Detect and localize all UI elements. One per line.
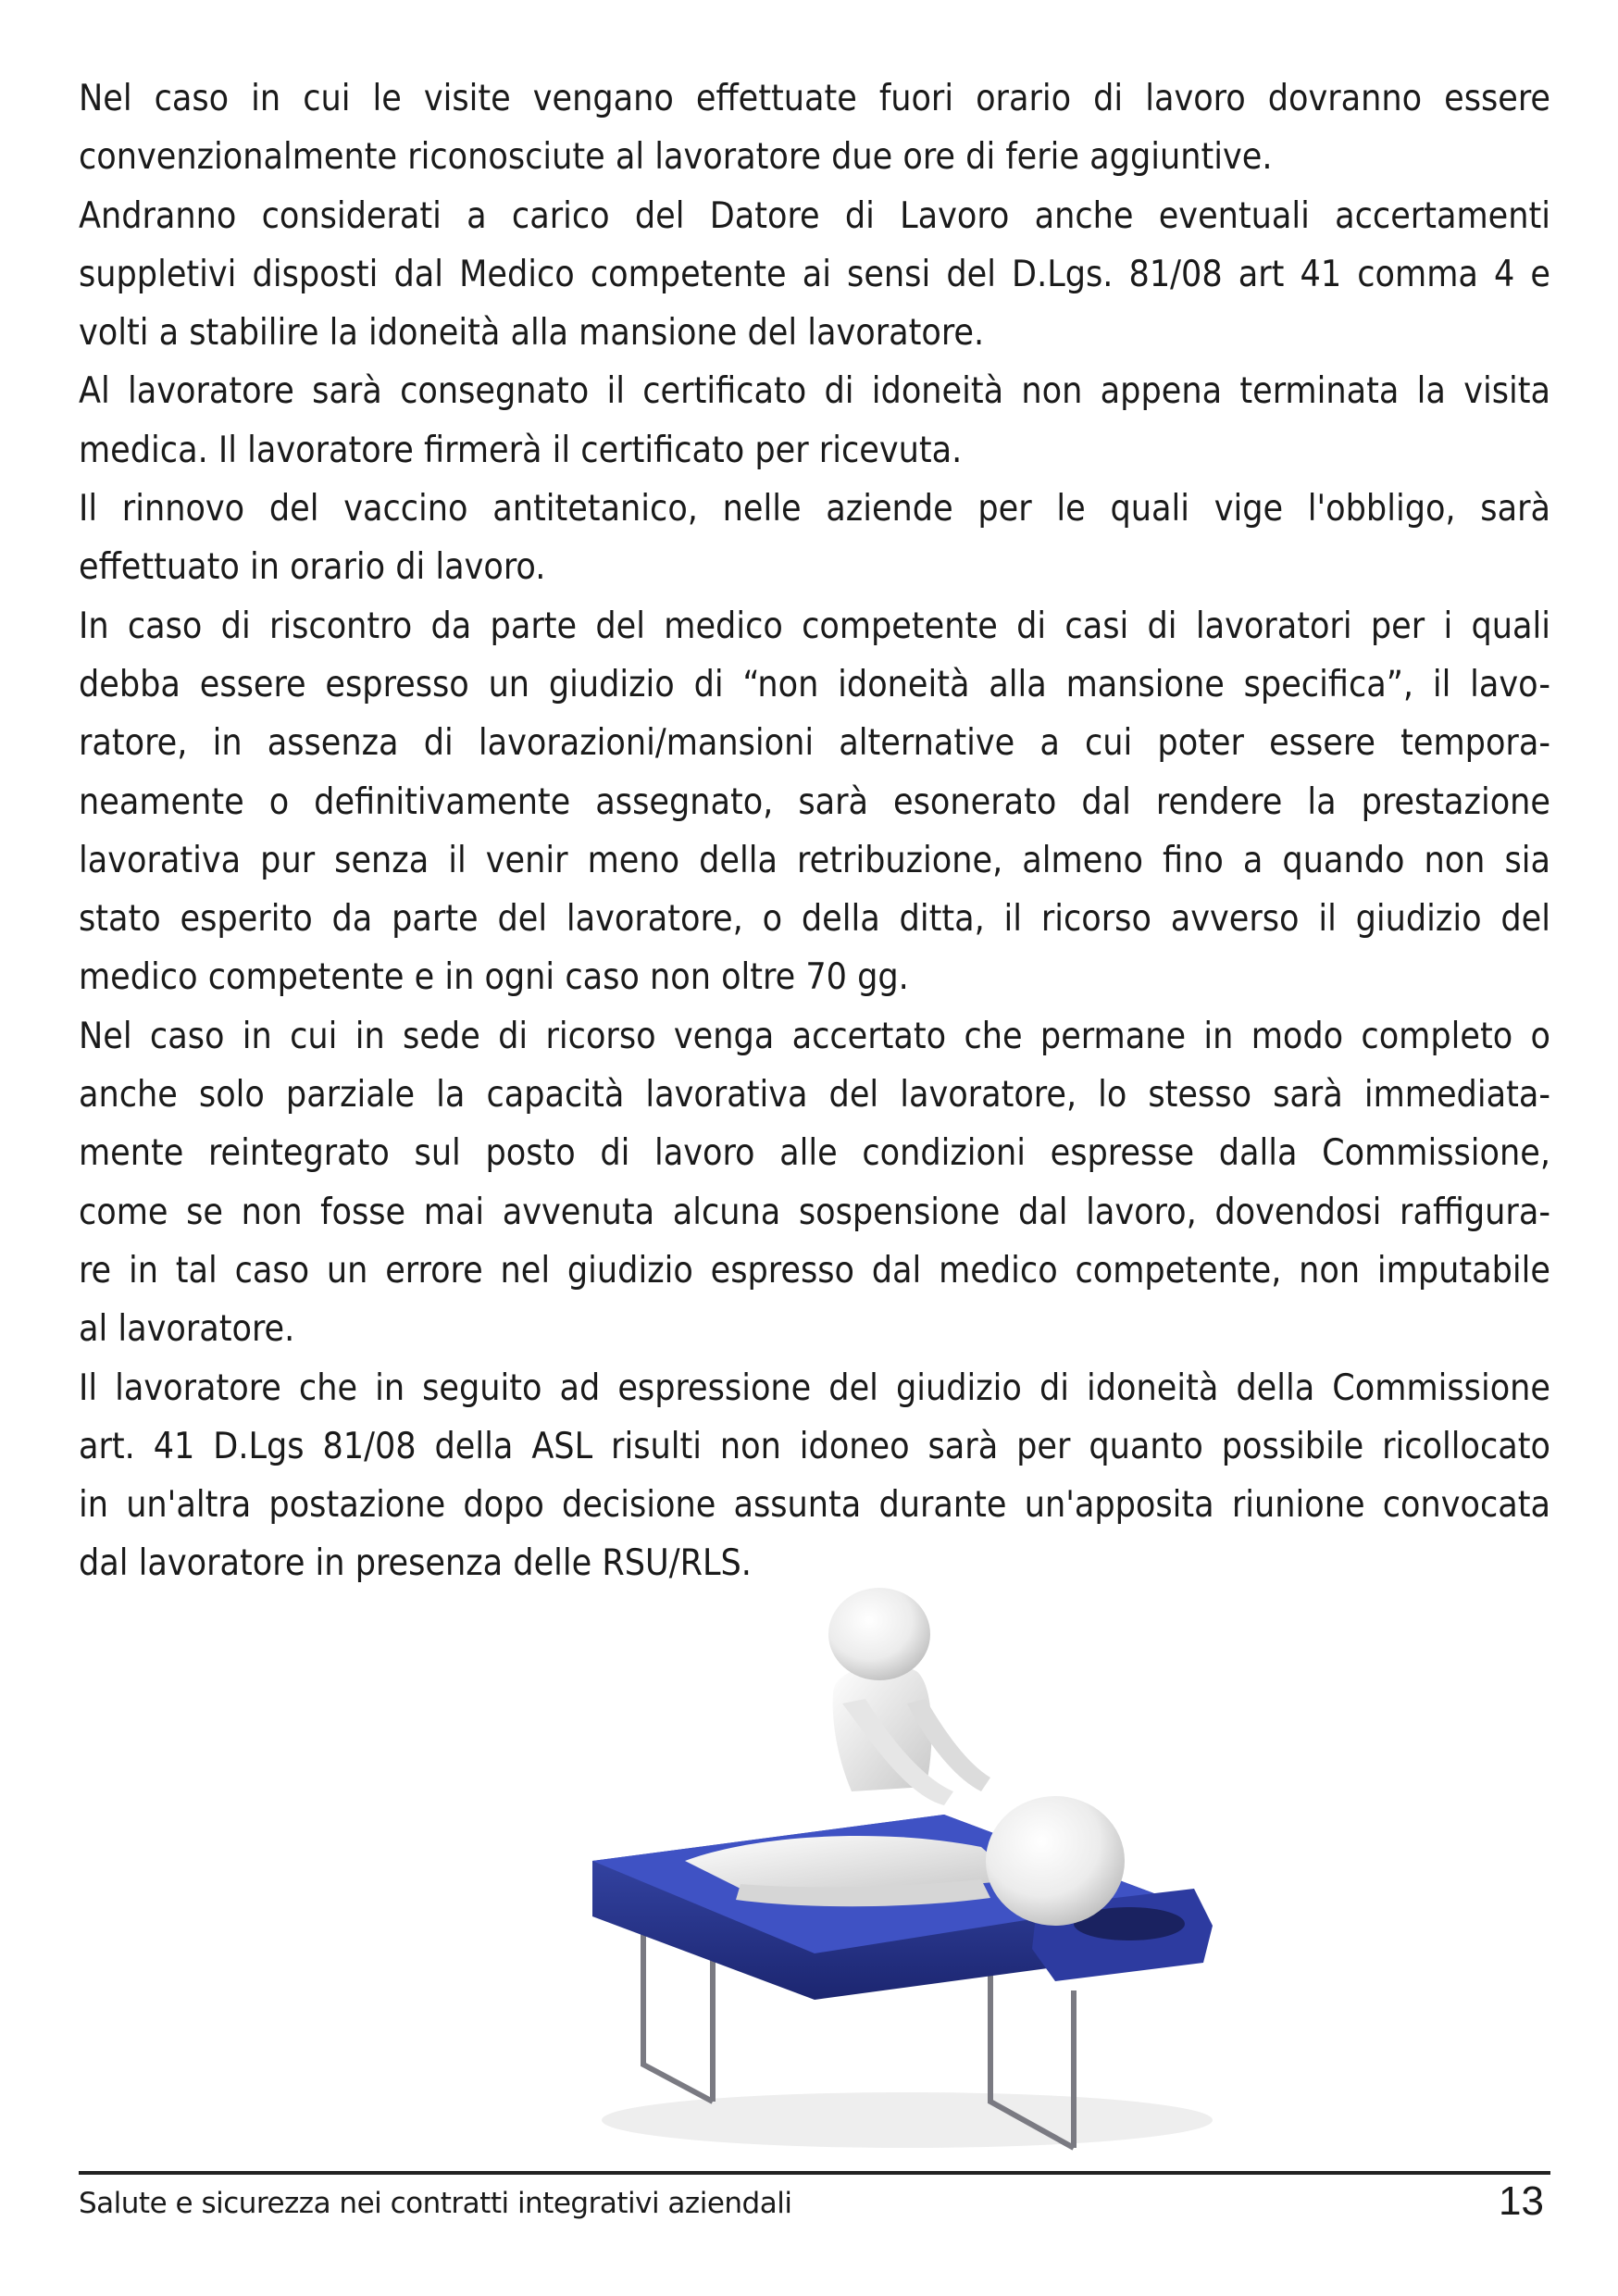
text-line: anche solo parziale la capacità lavorativa del lavoratore, lo stesso sarà immediata-	[79, 1074, 1550, 1117]
text-line: lavorativa pur senza il venir meno della retribuzione, almeno fino a quando non sia	[79, 839, 1550, 881]
text-line: come se non fosse mai avvenuta alcuna sospensione dal lavoro, dovendosi raffigura-	[79, 1191, 1550, 1233]
text-line: Nel caso in cui le visite vengano effettuate fuori orario di lavoro dovranno essere	[79, 78, 1550, 119]
text-line: dal lavoratore in presenza delle RSU/RLS.	[79, 1542, 752, 1585]
text-line: medica. Il lavoratore firmerà il certificato per ricevuta.	[79, 429, 963, 471]
text-line: re in tal caso un errore nel giudizio espresso dal medico competente, non imputabile	[79, 1249, 1550, 1292]
text-line: Il lavoratore che in seguito ad espressione del giudizio di idoneità della Commissione	[79, 1366, 1550, 1409]
text-line: volti a stabilire la idoneità alla mansione del lavoratore.	[79, 312, 985, 355]
text-line: ratore, in assenza di lavorazioni/mansioni alternative a cui poter essere tempora-	[79, 722, 1550, 765]
text-line: Al lavoratore sarà consegnato il certificato di idoneità non appena terminata la visita	[79, 370, 1550, 413]
text-line: suppletivi disposti dal Medico competente ai sensi del D.Lgs. 81/08 art 41 comma 4 e	[79, 253, 1550, 295]
text-line: medico competente e in ogni caso non oltre 70 gg.	[79, 956, 909, 999]
text-line: stato esperito da parte del lavoratore, o della ditta, il ricorso avverso il giudizio del	[79, 898, 1550, 941]
text-line: debba essere espresso un giudizio di “non idoneità alla mansione specifica”, il lavo-	[79, 663, 1550, 705]
text-line: In caso di riscontro da parte del medico competente di casi di lavoratori per i quali	[79, 605, 1550, 647]
body-text	[79, 69, 1550, 1593]
text-line: neamente o definitivamente assegnato, sarà esonerato dal rendere la prestazione	[79, 780, 1550, 823]
text-line: al lavoratore.	[79, 1308, 295, 1351]
footer-title: Salute e sicurezza nei contratti integrativi aziendali	[79, 2187, 792, 2220]
text-line: art. 41 D.Lgs 81/08 della ASL risulti non idoneo sarà per quanto possibile ricollocato	[79, 1425, 1550, 1467]
text-line: Nel caso in cui in sede di ricorso venga accertato che permane in modo completo o	[79, 1015, 1550, 1057]
text-line: Andranno considerati a carico del Datore di Lavoro anche eventuali accertamenti	[79, 194, 1550, 237]
massage-table-illustration-icon	[555, 1583, 1259, 2166]
text-line: convenzionalmente riconosciute al lavoratore due ore di ferie aggiuntive.	[79, 136, 1273, 179]
text-line: in un'altra postazione dopo decisione assunta durante un'apposita riunione convocata	[79, 1484, 1550, 1527]
page-number: 13	[1499, 2178, 1544, 2224]
text-line: mente reintegrato sul posto di lavoro alle condizioni espresse dalla Commissione,	[79, 1132, 1550, 1175]
text-line: Il rinnovo del vaccino antitetanico, nelle aziende per le quali vige l'obbligo, sarà	[79, 488, 1550, 530]
footer-divider	[79, 2171, 1550, 2175]
text-line: effettuato in orario di lavoro.	[79, 546, 546, 589]
